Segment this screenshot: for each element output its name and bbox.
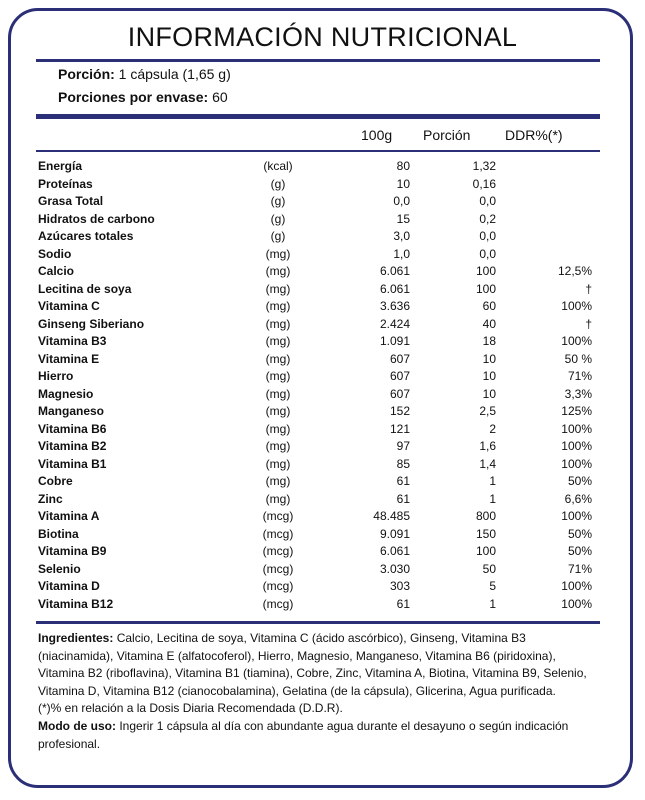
value-per-portion: 800 xyxy=(475,509,496,523)
value-ddr: 71% xyxy=(567,561,592,576)
nutrient-unit: (kcal) xyxy=(263,159,293,173)
nutrient-name: Lecitina de soya xyxy=(38,281,132,296)
nutrient-unit: (mg) xyxy=(265,316,291,331)
table-bottom-rule xyxy=(36,621,600,624)
value-per-100g: 0,0 xyxy=(393,194,410,208)
value-ddr xyxy=(496,176,592,194)
serving-rule xyxy=(36,114,600,119)
table-row xyxy=(38,543,592,561)
table-row xyxy=(38,438,592,456)
nutrient-unit: (mg) xyxy=(265,369,291,383)
ddr-note: (*)% en relación a la Dosis Diaria Recomendada (D.D.R). xyxy=(38,701,343,716)
nutrient-name: Grasa Total xyxy=(38,194,104,208)
value-per-100g: 3.030 xyxy=(379,561,410,576)
table-row xyxy=(38,263,592,281)
value-ddr: † xyxy=(585,281,592,296)
column-header-100g: 100g xyxy=(361,127,393,143)
nutrient-unit: (mg) xyxy=(265,456,291,471)
value-ddr xyxy=(496,211,592,229)
value-per-portion: 100 xyxy=(475,544,496,558)
value-per-100g: 61 xyxy=(396,596,410,611)
nutrient-unit: (mcg) xyxy=(262,509,294,523)
nutrient-name: Energía xyxy=(38,159,83,173)
value-ddr: † xyxy=(585,316,592,331)
title-rule xyxy=(36,59,600,62)
nutrient-unit: (mcg) xyxy=(262,544,294,558)
ingredients-label: Ingredientes: xyxy=(38,631,114,645)
nutrient-unit: (mg) xyxy=(265,421,291,436)
value-ddr xyxy=(496,246,592,264)
table-row xyxy=(38,281,592,299)
nutrient-name: Hidratos de carbono xyxy=(38,211,155,226)
nutrient-name: Proteínas xyxy=(38,176,93,191)
serving-size-label: Porción: xyxy=(58,66,115,82)
value-per-portion: 60 xyxy=(482,299,496,313)
table-row xyxy=(38,526,592,544)
nutrient-name: Ginseng Siberiano xyxy=(38,316,145,331)
nutrient-name: Selenio xyxy=(38,561,81,576)
table-row xyxy=(38,561,592,579)
nutrient-unit: (mg) xyxy=(265,264,291,278)
table-row xyxy=(38,456,592,474)
nutrient-unit: (mg) xyxy=(265,246,291,261)
value-per-100g: 48.485 xyxy=(373,509,410,523)
value-per-100g: 607 xyxy=(389,369,410,383)
value-per-100g: 97 xyxy=(396,439,410,453)
value-per-100g: 1.091 xyxy=(379,334,410,348)
value-per-100g: 10 xyxy=(396,176,410,191)
usage-text: Ingerir 1 cápsula al día con abundante agua durante el desayuno o según indicación profesional. xyxy=(38,718,569,751)
value-per-100g: 85 xyxy=(396,456,410,471)
nutrient-unit: (g) xyxy=(270,211,286,226)
usage xyxy=(38,718,604,753)
table-row xyxy=(38,351,592,369)
table-row xyxy=(38,368,592,386)
nutrient-name: Cobre xyxy=(38,474,73,488)
header-rule xyxy=(36,150,600,152)
value-per-100g: 6.061 xyxy=(379,264,410,278)
nutrient-unit: (g) xyxy=(270,229,286,243)
nutrient-name: Vitamina B2 xyxy=(38,439,107,453)
value-per-portion: 0,2 xyxy=(479,211,496,226)
nutrient-name: Hierro xyxy=(38,369,74,383)
value-per-portion: 10 xyxy=(482,386,496,401)
serving-size-value: 1 cápsula (1,65 g) xyxy=(118,66,231,82)
table-row xyxy=(38,403,592,421)
nutrient-unit: (mg) xyxy=(265,404,291,418)
value-per-portion: 1,4 xyxy=(479,456,496,471)
value-per-100g: 61 xyxy=(396,491,410,506)
nutrient-name: Biotina xyxy=(38,526,79,541)
nutrient-name: Vitamina A xyxy=(38,509,100,523)
serving-size xyxy=(58,66,231,82)
table-row xyxy=(38,596,592,614)
value-per-portion: 5 xyxy=(489,579,496,593)
value-ddr: 50% xyxy=(567,474,592,488)
nutrient-unit: (mcg) xyxy=(262,526,294,541)
value-per-portion: 2,5 xyxy=(479,404,496,418)
value-ddr: 100% xyxy=(561,579,592,593)
nutrient-name: Azúcares totales xyxy=(38,229,134,243)
nutrient-unit: (mg) xyxy=(265,386,291,401)
ingredients-text: Calcio, Lecitina de soya, Vitamina C (ácido ascórbico), Ginseng, Vitamina B3 (niacinamida), Vitamina E (alfatocoferol), Hierro, Magnesio, Manganeso, Vitamina B6 (piridoxina), Vitamina B2 (riboflavina), Vitamina B1 (tiamina), Cobre, Zinc, Vitamina A, Biotina, Vitamina B9, Selenio, Vitamina D, Vitamina B12 (cianocobalamina), Gelatina (de la cápsula), Glicerina, Agua purificada. xyxy=(38,631,587,698)
ingredients xyxy=(38,630,604,700)
value-ddr xyxy=(496,193,592,211)
value-ddr xyxy=(496,228,592,246)
servings-per-container-value: 60 xyxy=(212,89,228,105)
table-row xyxy=(38,491,592,509)
table-row xyxy=(38,298,592,316)
value-ddr: 71% xyxy=(567,369,592,383)
value-per-portion: 1 xyxy=(489,474,496,488)
table-row xyxy=(38,508,592,526)
value-ddr: 6,6% xyxy=(564,491,592,506)
nutrient-unit: (g) xyxy=(270,176,286,191)
value-per-100g: 121 xyxy=(389,421,410,436)
nutrition-table xyxy=(38,158,592,613)
value-ddr: 50% xyxy=(567,544,592,558)
value-ddr: 50% xyxy=(567,526,592,541)
value-ddr: 100% xyxy=(561,439,592,453)
table-row xyxy=(38,246,592,264)
value-per-portion: 100 xyxy=(475,264,496,278)
nutrient-unit: (mg) xyxy=(265,351,291,366)
usage-label: Modo de uso: xyxy=(38,718,116,733)
nutrient-name: Zinc xyxy=(38,491,63,506)
nutrient-name: Vitamina B3 xyxy=(38,334,107,348)
nutrient-name: Vitamina B1 xyxy=(38,456,107,471)
value-ddr: 50 % xyxy=(564,351,592,366)
value-ddr: 100% xyxy=(561,334,592,348)
table-row xyxy=(38,386,592,404)
value-per-100g: 303 xyxy=(389,579,410,593)
nutrient-unit: (mg) xyxy=(265,474,291,488)
nutrient-name: Calcio xyxy=(38,264,75,278)
servings-per-container-label: Porciones por envase: xyxy=(58,89,209,105)
value-per-100g: 9.091 xyxy=(379,526,410,541)
table-row xyxy=(38,193,592,211)
nutrient-name: Vitamina C xyxy=(38,299,100,313)
column-header-ddr: DDR%(*) xyxy=(505,127,563,143)
value-ddr: 100% xyxy=(561,421,592,436)
nutrient-unit: (g) xyxy=(270,194,286,208)
nutrient-name: Vitamina B12 xyxy=(38,596,114,611)
table-row xyxy=(38,211,592,229)
table-row xyxy=(38,228,592,246)
nutrient-name: Sodio xyxy=(38,246,72,261)
value-ddr: 12,5% xyxy=(557,264,592,278)
value-per-portion: 2 xyxy=(489,421,496,436)
table-row xyxy=(38,578,592,596)
value-per-portion: 50 xyxy=(482,561,496,576)
value-per-100g: 6.061 xyxy=(379,281,410,296)
value-per-100g: 3.636 xyxy=(379,299,410,313)
table-row xyxy=(38,473,592,491)
page-title: INFORMACIÓN NUTRICIONAL xyxy=(127,22,518,52)
value-per-portion: 10 xyxy=(482,351,496,366)
nutrient-unit: (mg) xyxy=(265,439,291,453)
table-row xyxy=(38,333,592,351)
value-ddr: 100% xyxy=(561,596,592,611)
value-ddr: 100% xyxy=(561,456,592,471)
value-per-100g: 15 xyxy=(396,211,410,226)
value-per-100g: 80 xyxy=(396,159,410,173)
value-ddr xyxy=(496,158,592,176)
value-ddr: 3,3% xyxy=(564,386,592,401)
value-per-100g: 607 xyxy=(389,386,410,401)
nutrient-unit: (mg) xyxy=(265,299,291,313)
value-per-portion: 18 xyxy=(482,334,496,348)
value-per-portion: 1 xyxy=(489,596,496,611)
value-per-100g: 607 xyxy=(389,351,410,366)
column-header-portion: Porción xyxy=(423,127,471,143)
value-ddr: 125% xyxy=(561,404,592,418)
value-per-portion: 0,0 xyxy=(479,194,496,208)
table-row xyxy=(38,421,592,439)
value-per-portion: 1,32 xyxy=(472,159,496,173)
value-ddr: 100% xyxy=(561,509,592,523)
nutrient-unit: (mcg) xyxy=(262,579,294,593)
nutrient-unit: (mcg) xyxy=(262,561,294,576)
nutrient-name: Vitamina B9 xyxy=(38,544,107,558)
value-per-portion: 1 xyxy=(489,491,496,506)
value-ddr: 100% xyxy=(561,299,592,313)
value-per-100g: 1,0 xyxy=(393,246,410,261)
value-per-portion: 10 xyxy=(482,369,496,383)
value-per-100g: 3,0 xyxy=(393,229,410,243)
value-per-portion: 40 xyxy=(482,316,496,331)
value-per-portion: 100 xyxy=(475,281,496,296)
nutrient-name: Vitamina B6 xyxy=(38,421,107,436)
nutrient-unit: (mg) xyxy=(265,334,291,348)
table-row xyxy=(38,176,592,194)
servings-per-container xyxy=(58,89,228,105)
nutrient-unit: (mcg) xyxy=(262,596,294,611)
nutrient-name: Manganeso xyxy=(38,404,105,418)
value-per-100g: 152 xyxy=(389,404,410,418)
nutrient-unit: (mg) xyxy=(265,281,291,296)
value-per-portion: 1,6 xyxy=(479,439,496,453)
value-per-100g: 2.424 xyxy=(379,316,410,331)
table-row xyxy=(38,158,592,176)
footer-notes xyxy=(38,630,604,753)
nutrient-name: Vitamina E xyxy=(38,351,100,366)
value-per-100g: 6.061 xyxy=(379,544,410,558)
nutrient-name: Vitamina D xyxy=(38,579,100,593)
value-per-100g: 61 xyxy=(396,474,410,488)
value-per-portion: 150 xyxy=(475,526,496,541)
table-row xyxy=(38,316,592,334)
nutrient-unit: (mg) xyxy=(265,491,291,506)
nutrient-name: Magnesio xyxy=(38,386,94,401)
value-per-portion: 0,0 xyxy=(479,246,496,261)
value-per-portion: 0,0 xyxy=(479,229,496,243)
value-per-portion: 0,16 xyxy=(472,176,496,191)
